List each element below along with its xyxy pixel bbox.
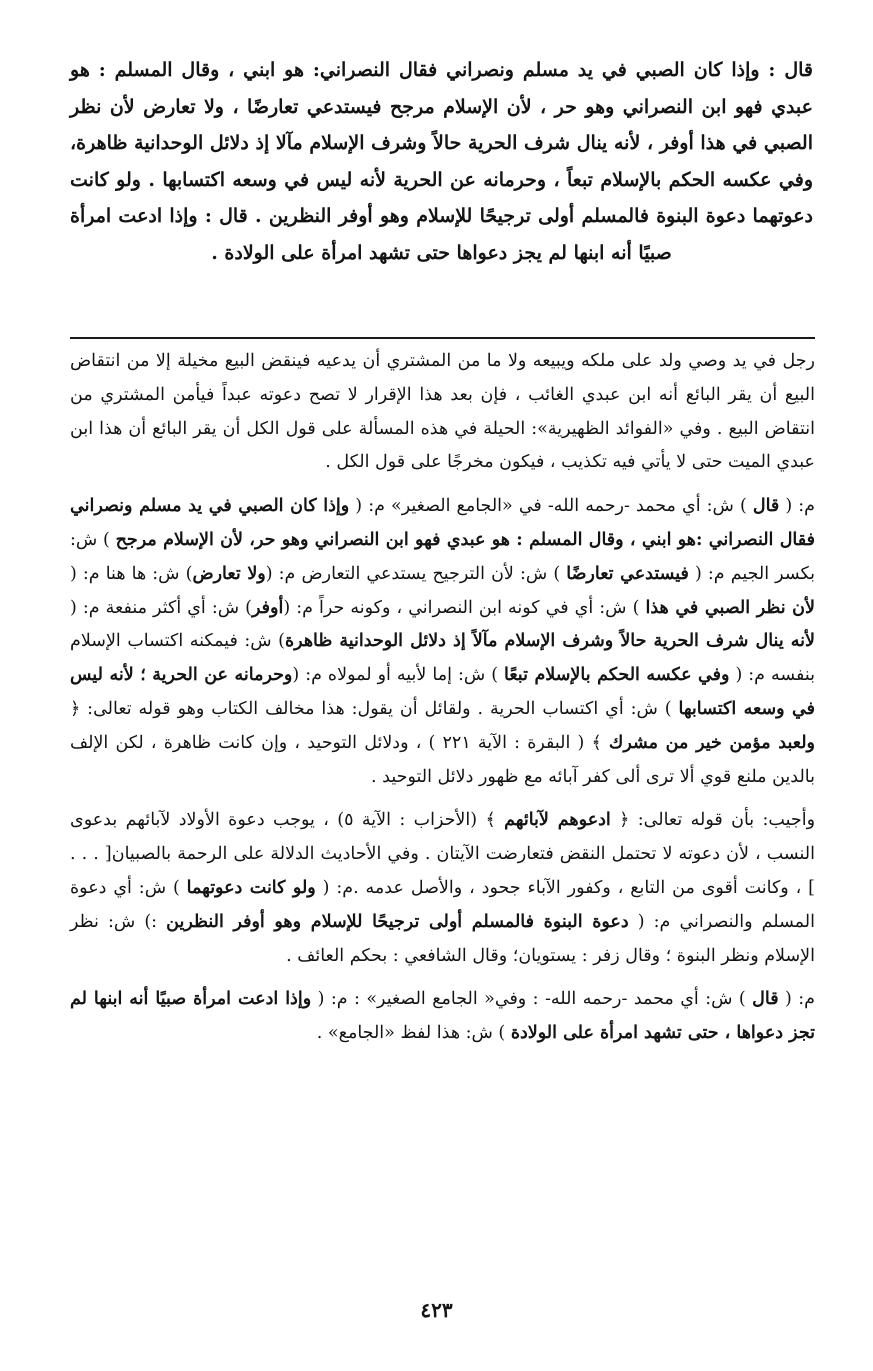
commentary-text: ) ش: ها هنا م: (	[70, 563, 193, 584]
quoted-matn: ولا تعارض	[192, 563, 266, 584]
quoted-matn: لأن نظر الصبي في هذا	[645, 597, 815, 618]
commentary-text: م: (	[779, 496, 815, 517]
commentary-text: ) ش: هذا لفظ «الجامع» .	[316, 1023, 511, 1044]
quoted-matn: دعوة البنوة فالمسلم أولى ترجيحًا للإسلام وهو أوفر النظرين	[166, 911, 629, 932]
quoted-matn: أوفر	[251, 597, 284, 618]
matn-text-block	[70, 52, 813, 271]
quoted-matn: قال	[752, 989, 779, 1010]
commentary-paragraph-1: رجل في يد وصي ولد على ملكه ويبيعه ولا ما من المشتري أن يدعيه فينقض البيع مخيلة إلا من انتقاض البيع أن يقر البائع أنه ابن عبدي الغائب ، فإن بعد هذا الإقرار لا تصح دعوته عبداً فيأمن المشتري من انتقاض البيع . وفي «الفوائد الظهيرية»: الحيلة في هذه المسألة على قول الكل أن يقر البائع أن هذا ابن عبدي الميت حتى لا يأتي فيه تكذيب ، فيكون مخرجًا على قول الكل .	[70, 351, 815, 473]
commentary-text: ) ش: أي دعوة المسلم والنصراني م: (	[70, 877, 815, 932]
page-number: ٤٢٣	[420, 1298, 453, 1322]
commentary-text: ) ش: لأن الترجيح يستدعي التعارض م: (	[265, 563, 567, 584]
quran-quote: ادعوهم لآبائهم	[504, 810, 611, 831]
commentary-block	[70, 345, 815, 1061]
commentary-text: وأجيب: بأن قوله تعالى: ﴿	[610, 810, 816, 831]
quoted-matn: ولو كانت دعوتهما	[186, 877, 316, 898]
quoted-matn: وفي عكسه الحكم بالإسلام تبعًا	[504, 665, 730, 686]
commentary-paragraph-4	[70, 983, 815, 1051]
quoted-matn: وإذا ادعت امرأة صبيًا أنه ابنها لم تجز دعواها ، حتى تشهد امرأة على الولادة	[70, 989, 815, 1044]
quoted-matn: فيستدعي تعارضًا	[566, 563, 689, 584]
commentary-text: ) ش: بكسر الجيم م: (	[70, 529, 815, 584]
commentary-text: ) ش: إما لأبيه أو لمولاه م: (	[292, 665, 505, 686]
commentary-text: م: (	[778, 989, 815, 1010]
quoted-matn: وحرمانه عن الحرية ؛ لأنه ليس في وسعه اكتسابها	[70, 665, 815, 719]
commentary-text: ﴾ (الأحزاب : الآية ٥) ، يوجب دعوة الأولاد لآبائهم بدعوى النسب ، لأن دعوته لا تحتمل النقض فتعارضت الآيتان . وفي الأحاديث الدلالة على الرحمة بالصبيان[ . . . ] ، وكانت أقوى من التابع ، وكفور الآباء جحود ، والأصل عدمه .م: (	[70, 810, 816, 898]
commentary-text: ﴾ ( البقرة : الآية ٢٢١ ) ، ودلائل التوحيد ، وإن كانت ظاهرة ، لكن الإلف بالدين ملنع قوي ألا ترى ألى كفر آبائه مع ظهور دلائل التوحيد .	[70, 732, 815, 787]
commentary-text: :) ش: نظر الإسلام ونظر البنوة ؛ وقال زفر : يستويان؛ وقال الشافعي : بحكم العائف .	[70, 911, 815, 966]
commentary-text: ) ش: أي اكتساب الحرية . ولقائل أن يقول: هذا مخالف الكتاب وهو قوله تعالى: ﴿	[70, 698, 679, 719]
separator-rule	[70, 337, 815, 339]
commentary-paragraph-2	[70, 490, 815, 794]
commentary-text: ) ش: أي أكثر منفعة م: (	[70, 597, 252, 618]
commentary-text: ) ش: أي في كونه ابن النصراني ، وكونه حراً م: (	[283, 597, 646, 618]
commentary-text: ) ش: أي محمد -رحمه الله- في «الجامع الصغير» م: (	[349, 496, 753, 517]
commentary-text: ) ش: فيمكنه اكتساب الإسلام بنفسه م: (	[70, 631, 816, 686]
commentary-text: ) ش: أي محمد -رحمه الله- : وفي« الجامع الصغير» : م: (	[311, 989, 753, 1010]
commentary-paragraph-3	[70, 804, 815, 973]
quoted-matn: لأنه ينال شرف الحرية حالاً وشرف الإسلام مآلاً إذ دلائل الوحدانية ظاهرة	[285, 631, 815, 652]
quoted-matn: وإذا كان الصبي في يد مسلم ونصراني فقال النصراني :هو ابني ، وقال المسلم : هو عبدي فهو ابن النصراني وهو حر، لأن الإسلام مرجح	[70, 496, 815, 550]
quran-quote: ولعبد مؤمن خير من مشرك	[608, 732, 816, 753]
matn-paragraph: قال : وإذا كان الصبي في يد مسلم ونصراني فقال النصراني: هو ابني ، وقال المسلم : هو عبدي فهو ابن النصراني وهو حر ، لأن الإسلام مرجح فيستدعي تعارضًا ، ولا تعارض لأن نظر الصبي في هذا أوفر ، لأنه ينال شرف الحرية حالاً وشرف الإسلام مآلا إذ دلائل الوحدانية ظاهرة، وفي عكسه الحكم بالإسلام تبعاً ، وحرمانه عن الحرية لأنه ليس في وسعه اكتسابها . ولو كانت دعوتهما دعوة البنوة فالمسلم أولى ترجيحًا للإسلام وهو أوفر النظرين . قال : وإذا ادعت امرأة صبيًا أنه ابنها لم يجز دعواها حتى تشهد امرأة على الولادة .	[70, 59, 813, 264]
quoted-matn: قال	[752, 496, 780, 517]
